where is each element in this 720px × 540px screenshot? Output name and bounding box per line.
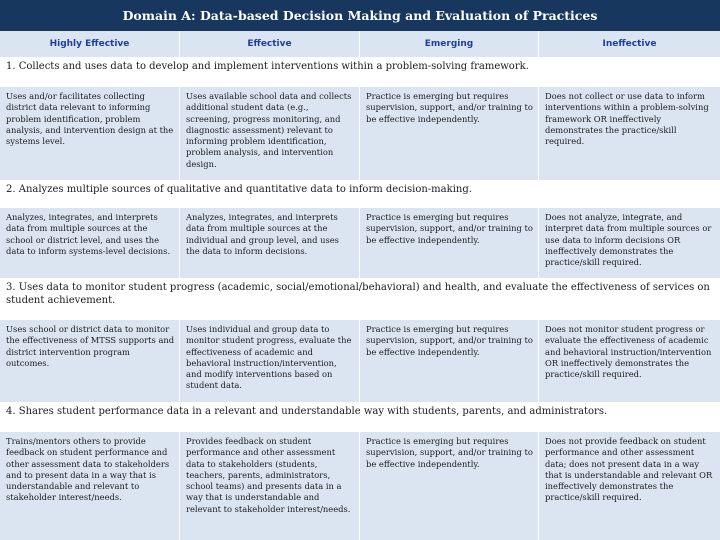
page-title: Domain A: Data-based Decision Making and Evaluation of Practices <box>0 0 720 31</box>
indicator-2-heading: 2. Analyzes multiple sources of qualitative and quantitative data to inform decision-making. <box>0 180 720 208</box>
indicator-3-heading: 3. Uses data to monitor student progress (academic, social/emotional/behavioral) and health, and evaluate the effectiveness of services on student achievement. <box>0 278 720 320</box>
indicator-2-ineffective: Does not analyze, integrate, and interpret data from multiple sources or use data to inform decisions OR ineffectively demonstrates the practice/skill required. <box>539 208 720 278</box>
column-header-effective: Effective <box>180 31 360 57</box>
indicator-1-emerging: Practice is emerging but requires supervision, support, and/or training to be effective independently. <box>360 87 539 180</box>
indicator-2-emerging: Practice is emerging but requires supervision, support, and/or training to be effective independently. <box>360 208 539 278</box>
indicator-2-highly-effective: Analyzes, integrates, and interprets data from multiple sources at the school or district level, and uses the data to inform systems-level decisions. <box>0 208 180 278</box>
indicator-3-ineffective: Does not monitor student progress or evaluate the effectiveness of academic and behavioral instruction/intervention OR ineffectively demonstrates the practice/skill required. <box>539 320 720 402</box>
indicator-1-row <box>0 87 720 180</box>
column-header-row <box>0 31 720 57</box>
indicator-1-ineffective: Does not collect or use data to inform interventions within a problem-solving framework OR ineffectively demonstrates the practice/skill required. <box>539 87 720 180</box>
indicator-4-highly-effective: Trains/mentors others to provide feedback on student performance and other assessment data to stakeholders and to present data in a way that is understandable and relevant to stakeholder interest/needs. <box>0 432 180 540</box>
indicator-4-ineffective: Does not provide feedback on student performance and other assessment data; does not present data in a way that is understandable and relevant OR ineffectively demonstrates the practice/skill required. <box>539 432 720 540</box>
indicator-1-highly-effective: Uses and/or facilitates collecting district data relevant to informing problem identification, problem analysis, and intervention design at the systems level. <box>0 87 180 180</box>
indicator-1-heading: 1. Collects and uses data to develop and implement interventions within a problem-solving framework. <box>0 57 720 87</box>
column-header-emerging: Emerging <box>360 31 539 57</box>
column-header-highly-effective: Highly Effective <box>0 31 180 57</box>
indicator-3-highly-effective: Uses school or district data to monitor the effectiveness of MTSS supports and district intervention program outcomes. <box>0 320 180 402</box>
indicator-3-emerging: Practice is emerging but requires supervision, support, and/or training to be effective independently. <box>360 320 539 402</box>
indicator-2-row <box>0 208 720 278</box>
indicator-4-row <box>0 432 720 540</box>
indicator-4-heading: 4. Shares student performance data in a relevant and understandable way with students, parents, and administrators. <box>0 402 720 432</box>
indicator-3-row <box>0 320 720 402</box>
indicator-4-emerging: Practice is emerging but requires supervision, support, and/or training to be effective independently. <box>360 432 539 540</box>
indicator-4-effective: Provides feedback on student performance and other assessment data to stakeholders (students, teachers, parents, administrators, school teams) and presents data in a way that is understandable and relevant to stakeholder interest/needs. <box>180 432 360 540</box>
column-header-ineffective: Ineffective <box>539 31 720 57</box>
indicator-1-effective: Uses available school data and collects additional student data (e.g., screening, progress monitoring, and diagnostic assessment) relevant to informing problem identification, problem analysis, and intervention design. <box>180 87 360 180</box>
indicator-2-effective: Analyzes, integrates, and interprets data from multiple sources at the individual and group level, and uses the data to inform decisions. <box>180 208 360 278</box>
indicator-3-effective: Uses individual and group data to monitor student progress, evaluate the effectiveness of academic and behavioral instruction/intervention, and modify interventions based on student data. <box>180 320 360 402</box>
